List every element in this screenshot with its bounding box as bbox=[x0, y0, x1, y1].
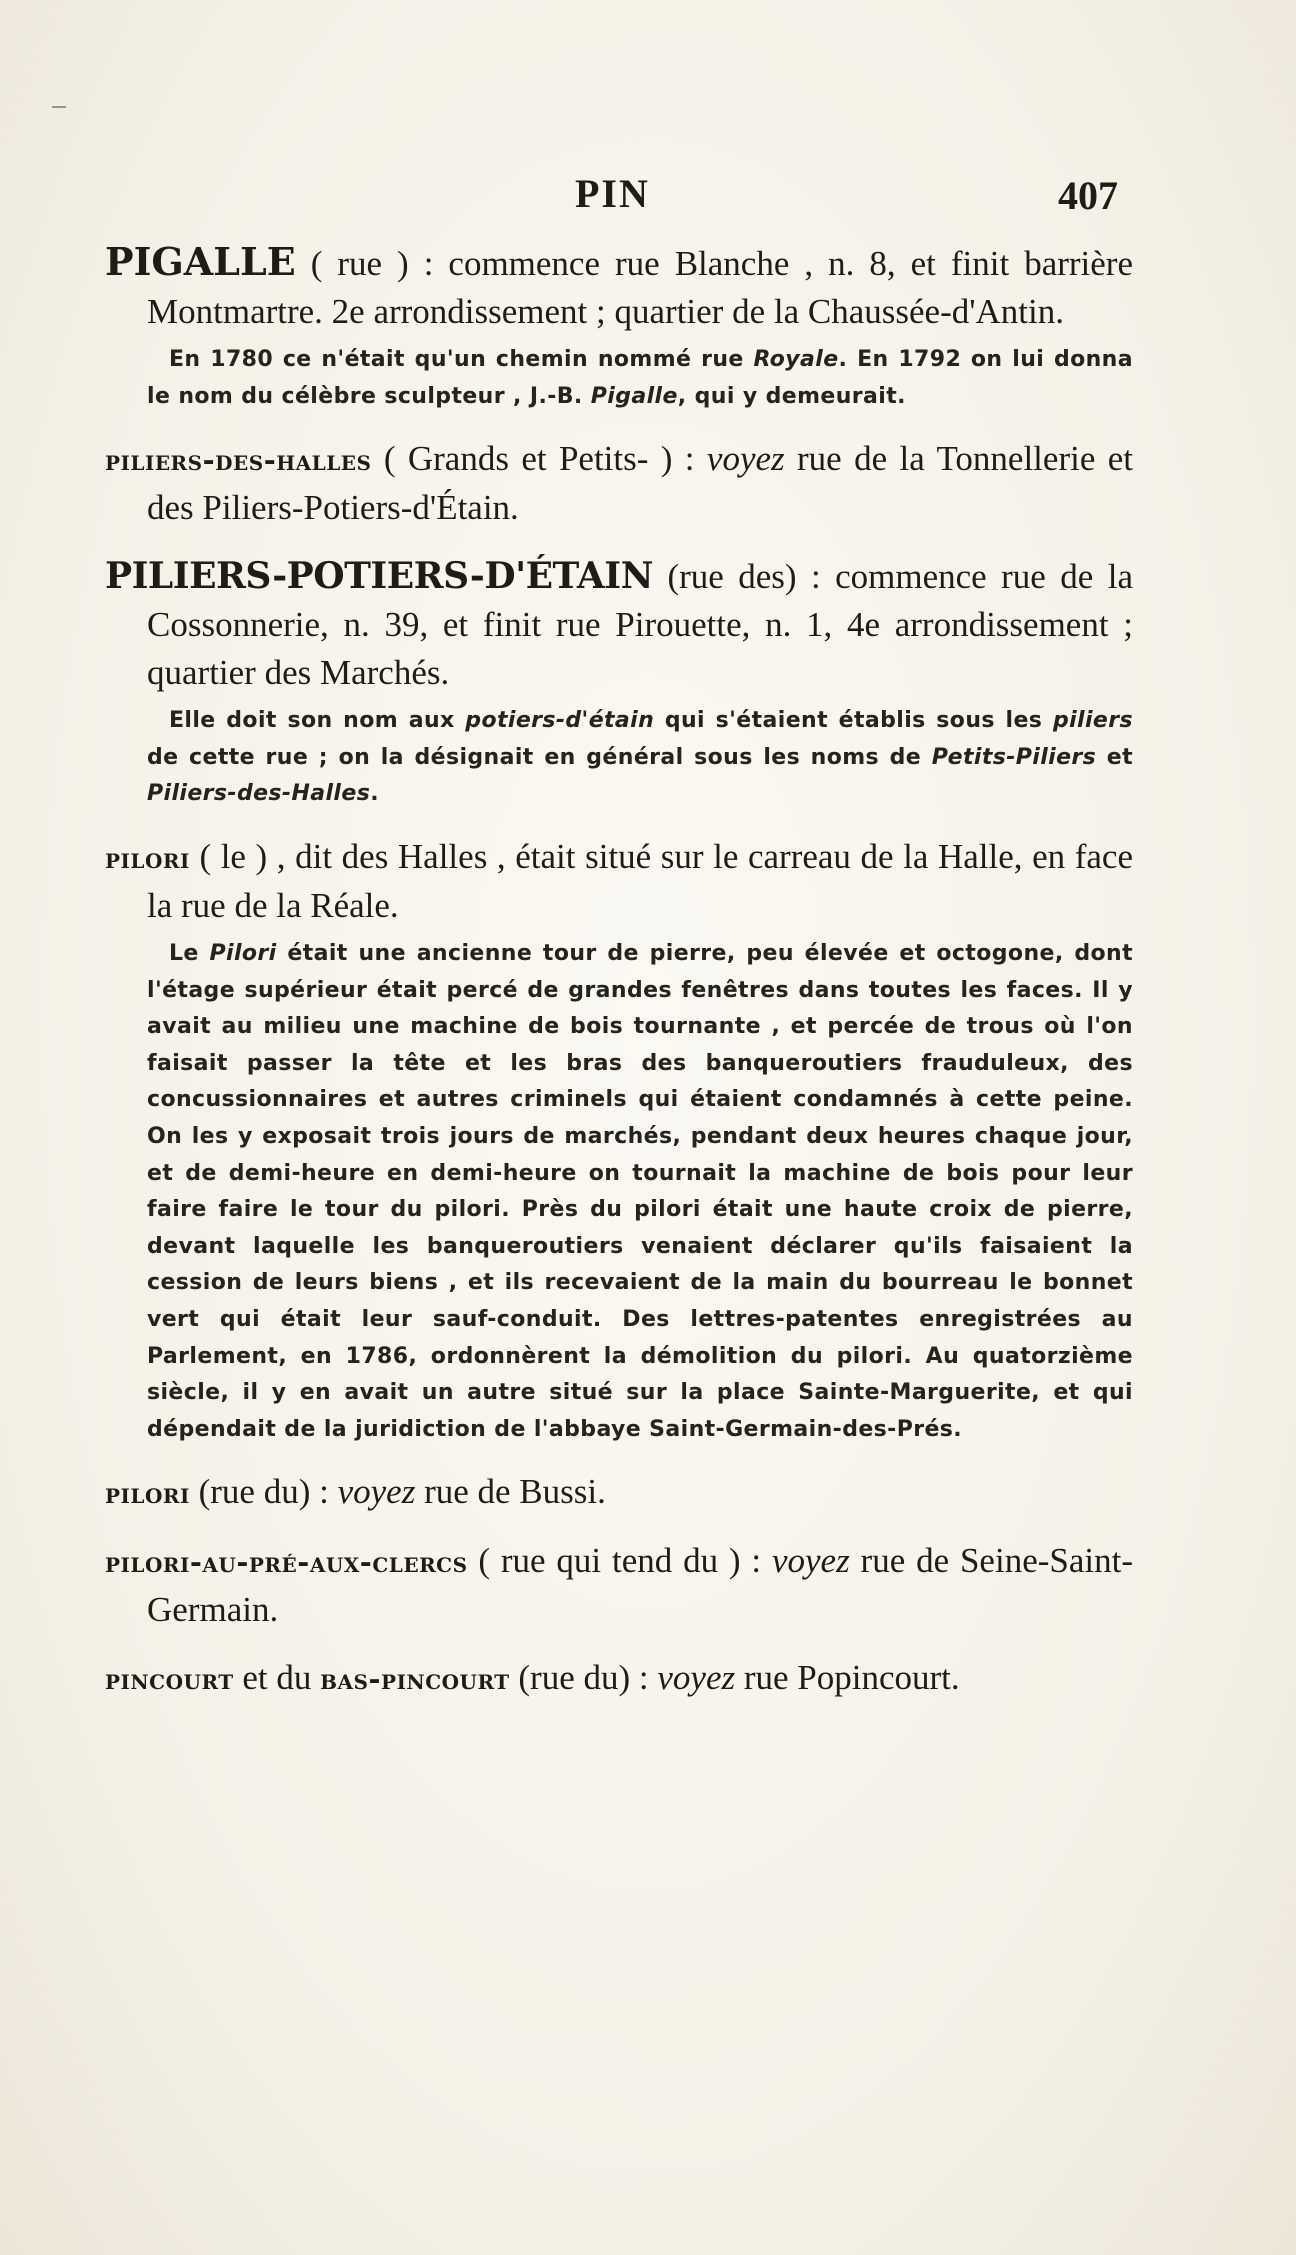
note-text: et bbox=[1096, 744, 1133, 770]
entry-keyword: piliers-des-halles bbox=[105, 443, 372, 478]
entry-piliers-potiers-d-etain bbox=[105, 552, 1133, 813]
note-text: Elle doit son nom aux bbox=[169, 708, 466, 734]
note-text: . En 1792 on lui donna le nom du célèbre sculpteur , J.-B. bbox=[147, 347, 1133, 409]
entry-heading bbox=[105, 552, 1133, 697]
note-italic: Royale bbox=[753, 347, 839, 372]
entry-body: et du bbox=[233, 1658, 321, 1698]
entry-keyword: pilori bbox=[105, 1476, 190, 1511]
note-text: était une ancienne tour de pierre, peu élevée et octogone, dont l'étage supérieur était percé de grandes fenêtres dans toutes les faces. Il y avait au milieu une machine de bois tournante , et percée de trous où l'on faisait passer la tête et les bras des banqueroutiers frauduleux, des concussionnaires et autres criminels qui étaient condamnés à cette peine. On les y exposait trois jours de marchés, pendant deux heures chaque jour, et de demi-heure en demi-heure on tournait la machine de bois pour leur faire faire le tour du pilori. Près du pilori était une haute croix de pierre, devant laquelle les banqueroutiers venaient déclarer qu'ils faisaient la cession de leurs biens , et ils recevaient de la main du bourreau le bonnet vert qui était leur sauf-conduit. Des lettres-patentes enregistrées au Parlement, en 1786, ordonnèrent la démolition du pilori. Au quatorzième siècle, il y en avait un autre situé sur la place Sainte-Marguerite, et qui dépendait de la juridiction de l'abbaye Saint-Germain-des-Prés. bbox=[147, 940, 1133, 1442]
entry-pilori bbox=[105, 833, 1133, 1448]
note-text: , qui y demeurait. bbox=[677, 383, 906, 409]
entry-note bbox=[105, 703, 1133, 813]
entry-body: (rue du) : bbox=[189, 1472, 338, 1512]
entry-keyword: pilori bbox=[105, 840, 190, 875]
entry-pilori-au-pre-aux-clercs bbox=[105, 1537, 1133, 1634]
entry-heading bbox=[105, 1537, 1133, 1634]
entry-body: (rue des) : commence rue de la Cossonnerie, n. 39, et finit rue Pirouette, n. 1, 4e arrondissement ; quartier des Marchés. bbox=[147, 557, 1133, 693]
entry-keyword-secondary: bas-pincourt bbox=[320, 1662, 510, 1697]
entry-keyword: pilori-au-pré-aux-clercs bbox=[105, 1545, 468, 1580]
entry-heading bbox=[105, 238, 1133, 336]
entry-keyword: PIGALLE bbox=[105, 239, 296, 284]
note-text: de cette rue ; on la désignait en général sous les noms de bbox=[147, 744, 932, 770]
note-italic: potiers-d'étain bbox=[465, 708, 655, 734]
page-number: 407 bbox=[1058, 173, 1118, 218]
entry-heading bbox=[105, 833, 1133, 930]
page-header bbox=[0, 170, 1296, 230]
note-italic: Pigalle bbox=[590, 383, 678, 409]
entry-body: (rue du) : bbox=[509, 1658, 658, 1698]
entry-body: rue de Bussi. bbox=[415, 1472, 606, 1512]
note-italic: Pilori bbox=[209, 940, 277, 966]
entry-note bbox=[105, 342, 1133, 415]
margin-mark bbox=[52, 106, 66, 108]
entry-body: rue de Seine-Saint-Germain. bbox=[147, 1541, 1133, 1630]
entry-pigalle bbox=[105, 238, 1133, 415]
entry-body: rue de la Tonnellerie et des Piliers-Potiers-d'Étain. bbox=[147, 439, 1133, 528]
note-text: qui s'étaient établis sous les bbox=[654, 708, 1053, 734]
entry-body: ( rue ) : commence rue Blanche , n. 8, et finit barrière Montmartre. 2e arrondissement ; quartier de la Chaussée-d'Antin. bbox=[147, 244, 1133, 331]
entry-pilori-rue bbox=[105, 1468, 1133, 1517]
entry-note bbox=[105, 936, 1133, 1448]
entry-body: rue Popincourt. bbox=[735, 1658, 960, 1698]
entry-heading bbox=[105, 1468, 1133, 1517]
cross-reference-voyez: voyez bbox=[706, 439, 785, 479]
entry-body: ( Grands et Petits- ) : bbox=[371, 439, 707, 479]
entry-pincourt bbox=[105, 1654, 1133, 1703]
cross-reference-voyez: voyez bbox=[337, 1472, 416, 1512]
note-italic: piliers bbox=[1052, 708, 1133, 734]
dictionary-column bbox=[105, 238, 1133, 1703]
entry-heading bbox=[105, 435, 1133, 532]
note-text: En 1780 ce n'était qu'un chemin nommé rue bbox=[169, 347, 754, 372]
note-italic: Piliers-des-Halles bbox=[147, 781, 371, 807]
entry-body: ( rue qui tend du ) : bbox=[467, 1541, 772, 1581]
entry-keyword: pincourt bbox=[105, 1662, 234, 1697]
entry-body: ( le ) , dit des Halles , était situé sur le carreau de la Halle, en face la rue de la Réale. bbox=[147, 836, 1133, 925]
entry-piliers-des-halles bbox=[105, 435, 1133, 532]
note-text: . bbox=[370, 781, 379, 807]
note-text: Le bbox=[169, 940, 210, 966]
note-italic: Petits-Piliers bbox=[931, 744, 1097, 770]
running-head: PIN bbox=[575, 171, 650, 216]
cross-reference-voyez: voyez bbox=[657, 1658, 736, 1698]
entry-keyword: PILIERS-POTIERS-D'ÉTAIN bbox=[105, 555, 654, 598]
cross-reference-voyez: voyez bbox=[771, 1541, 850, 1581]
entry-heading bbox=[105, 1654, 1133, 1703]
